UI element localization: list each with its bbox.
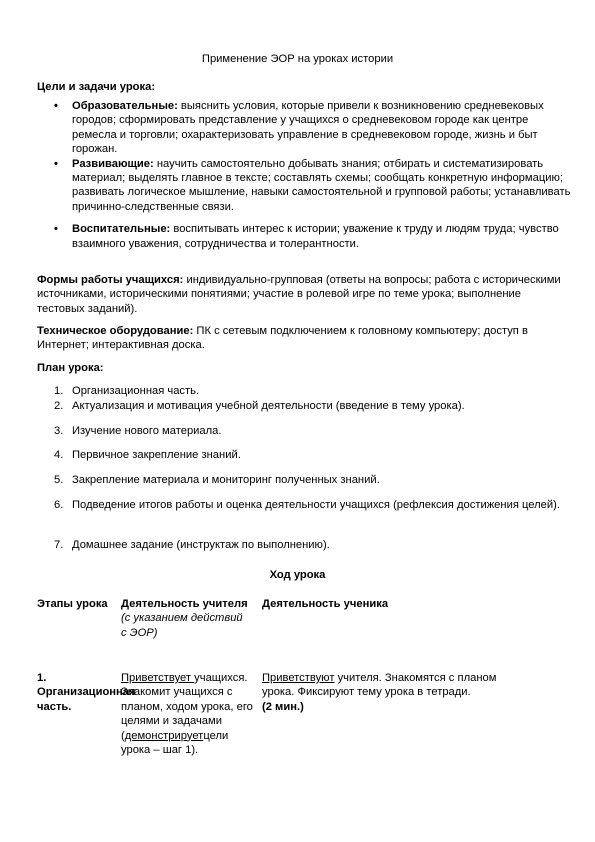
plan-item-number: 3. [54, 425, 64, 437]
plan-item-number: 5. [54, 474, 64, 486]
student-time-label: (2 мин.) [262, 700, 304, 713]
document-title: Применение ЭОР на уроках истории [201, 53, 394, 65]
plan-item [54, 384, 564, 398]
goals-list [54, 99, 574, 251]
equipment-paragraph [37, 324, 567, 353]
plan-item [54, 448, 564, 462]
equipment-text: ПК с сетевым подключением к головному компьютеру; доступ в Интернет; интерактивная доска. [37, 325, 528, 352]
plan-heading: План урока: [37, 362, 104, 374]
student-activity-text: учителя. Знакомятся с планом урока. Фиксируют тему урока в тетради. [262, 672, 497, 699]
teacher-header-note: (с указанием действий с ЭОР) [121, 612, 243, 639]
plan-item [54, 399, 564, 413]
goal-label: Образовательные: [72, 100, 178, 112]
work-forms-label: Формы работы учащихся: [37, 274, 184, 286]
bullet-icon: • [54, 157, 58, 170]
plan-item-text: Изучение нового материала. [72, 425, 222, 437]
plan-item-text: Домашнее задание (инструктаж по выполнению). [72, 539, 330, 551]
work-forms-paragraph [37, 273, 567, 316]
goal-upbringing [54, 222, 574, 251]
plan-item-text: Организационная часть. [72, 385, 200, 397]
goal-label: Воспитательные: [72, 223, 171, 236]
teacher-demonstrates-text: демонстрирует [124, 729, 204, 742]
plan-item [54, 473, 564, 487]
teacher-header-label: Деятельность учителя [121, 598, 248, 610]
goal-text: научить самостоятельно добывать знания; отбирать и систематизировать материал; выделять главное в тексте; составлять схемы; сообщать конкретную информацию; развивать логическое мышление, навыки самостоятельной и групповой работы; устанавливать причинно-следственные связи. [72, 157, 571, 213]
equipment-label: Техническое оборудование: [37, 325, 194, 337]
goal-text: воспитывать интерес к истории; уважение к труду и людям труда; чувство взаимного уважения, сотрудничества и толерантности. [72, 223, 559, 250]
goal-label: Развивающие: [72, 157, 154, 170]
table-row-student [262, 671, 512, 714]
plan-item-text: Закрепление материала и мониторинг полученных знаний. [72, 474, 380, 486]
goal-text: выяснить условия, которые привели к возникновению средневековых городов; сформировать представление у учащихся о средневековом городе как центре ремесла и торговли; охарактеризовать управление в средневековом городе, жизнь и быт горожан. [72, 100, 544, 156]
plan-item [54, 498, 564, 512]
bullet-icon: • [54, 100, 58, 112]
table-header-teacher [121, 597, 251, 640]
plan-item-number: 7. [54, 539, 64, 551]
plan-item-text: Первичное закрепление знаний. [72, 449, 241, 461]
goal-educational [54, 99, 574, 157]
teacher-activity-text: учащихся. Знакомит учащихся с планом, ходом урока, его целями и задачами ( [121, 672, 253, 742]
goals-heading: Цели и задачи урока: [37, 81, 156, 93]
work-forms-text: индивидуально-групповая (ответы на вопросы; работа с историческими источниками, историческими понятиями; участие в ролевой игре по теме урока; выполнение тестовых заданий). [37, 274, 561, 315]
table-row-stage: 1. Организационная часть. [37, 672, 136, 713]
bullet-icon: • [54, 223, 58, 236]
plan-item-text: Актуализация и мотивация учебной деятельности (введение в тему урока). [72, 400, 465, 412]
plan-item-text: Подведение итогов работы и оценка деятельности учащихся (рефлексия достижения целей). [72, 499, 560, 511]
goal-developmental [54, 157, 574, 215]
plan-item-number: 4. [54, 449, 64, 461]
plan-item-number: 6. [54, 499, 64, 511]
teacher-activity-end-text: цели урока – шаг 1). [121, 729, 229, 757]
lesson-course-heading: Ход урока [269, 569, 326, 581]
table-header-stages: Этапы урока [37, 598, 108, 610]
teacher-greets-text: Приветствует [121, 672, 195, 684]
plan-item-number: 2. [54, 400, 64, 412]
plan-item [54, 538, 564, 552]
plan-item [54, 424, 564, 438]
plan-item-number: 1. [54, 385, 64, 397]
table-header-student: Деятельность ученика [262, 598, 389, 610]
table-row-teacher [121, 671, 255, 757]
student-greets-text: Приветствуют [262, 672, 335, 684]
